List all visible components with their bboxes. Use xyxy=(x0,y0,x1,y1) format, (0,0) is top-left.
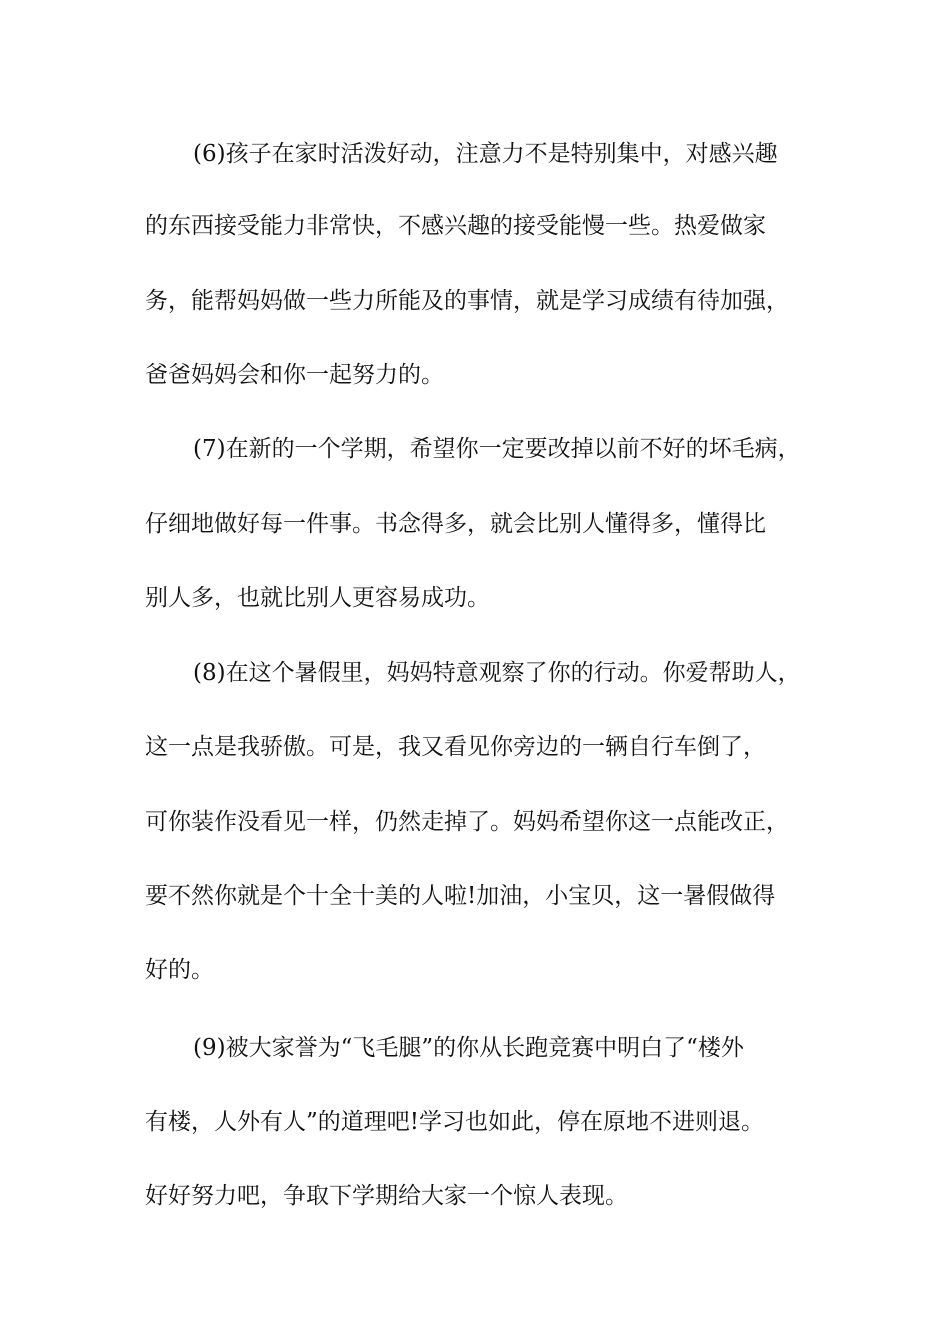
paragraph-9-line-1: (9)被大家誉为“飞毛腿”的你从长跑竞赛中明白了“楼外 xyxy=(193,1035,744,1061)
paragraph-8-line-4: 要不然你就是个十全十美的人啦!加油，小宝贝，这一暑假做得 xyxy=(145,883,776,909)
paragraph-9-line-3: 好好努力吧，争取下学期给大家一个惊人表现。 xyxy=(145,1183,628,1209)
paragraph-7-line-1: (7)在新的一个学期，希望你一定要改掉以前不好的坏毛病， xyxy=(193,436,801,462)
paragraph-8-line-3: 可你装作没看见一样，仍然走掉了。妈妈希望你这一点能改正， xyxy=(145,809,789,835)
paragraph-8-line-1: (8)在这个暑假里，妈妈特意观察了你的行动。你爱帮助人， xyxy=(193,660,801,686)
paragraph-6-line-2: 的东西接受能力非常快，不感兴趣的接受能慢一些。热爱做家 xyxy=(145,213,766,239)
paragraph-8-line-5: 好的。 xyxy=(145,957,214,983)
paragraph-6-line-4: 爸爸妈妈会和你一起努力的。 xyxy=(145,362,444,388)
paragraph-7-line-2: 仔细地做好每一件事。书念得多，就会比别人懂得多，懂得比 xyxy=(145,511,766,537)
paragraph-7-line-3: 别人多，也就比别人更容易成功。 xyxy=(145,585,490,611)
paragraph-6-line-3: 务，能帮妈妈做一些力所能及的事情，就是学习成绩有待加强， xyxy=(145,288,789,314)
paragraph-9-line-2: 有楼，人外有人”的道理吧!学习也如此，停在原地不进则退。 xyxy=(145,1109,765,1135)
paragraph-6-line-1: (6)孩子在家时活泼好动，注意力不是特别集中，对感兴趣 xyxy=(193,141,778,167)
paragraph-8-line-2: 这一点是我骄傲。可是，我又看见你旁边的一辆自行车倒了， xyxy=(145,734,766,760)
